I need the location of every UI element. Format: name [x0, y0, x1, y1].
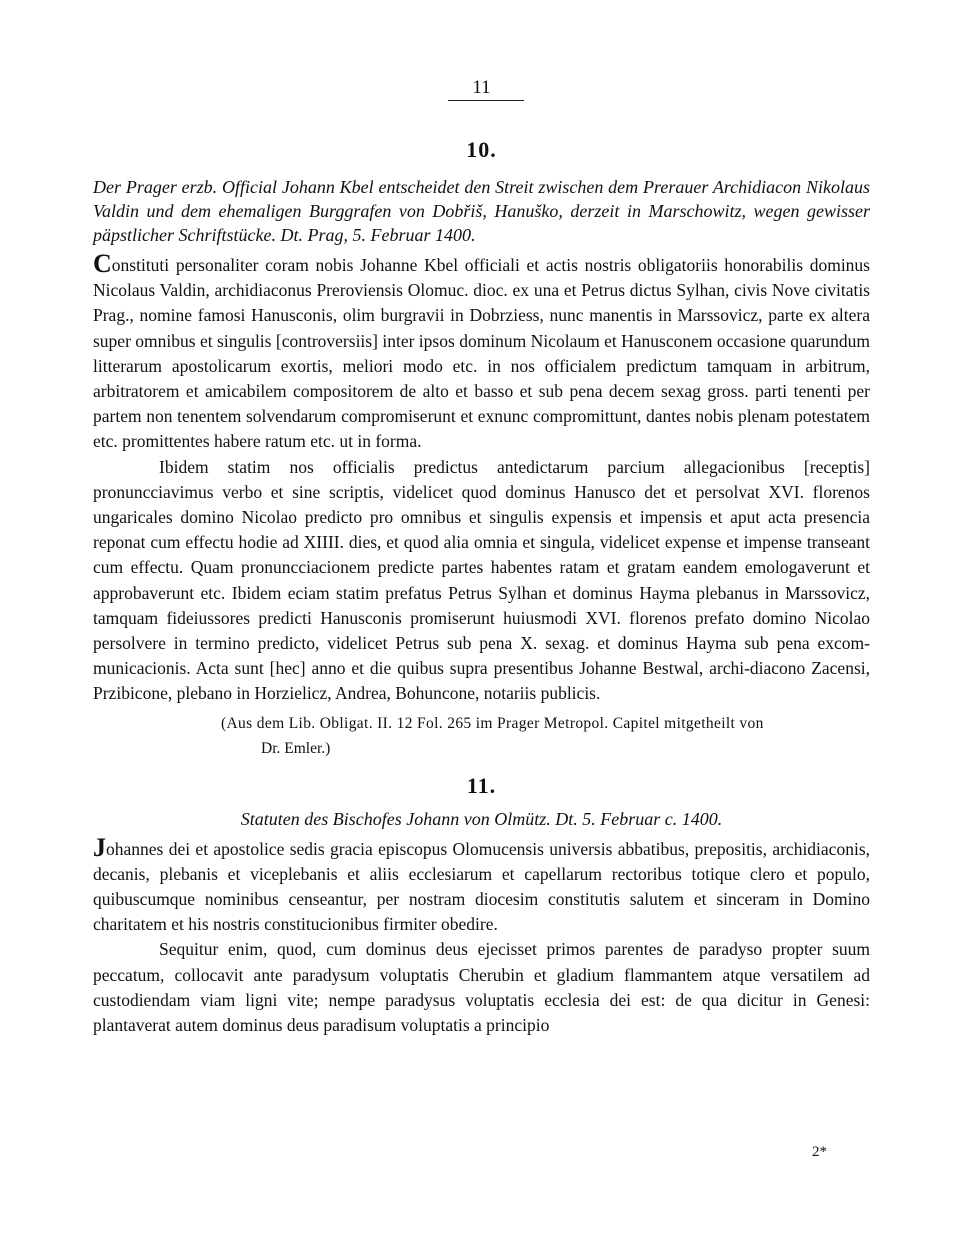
- header-rule: [448, 100, 524, 101]
- signature-mark: 2*: [812, 1144, 827, 1160]
- document-paragraph: Ibidem statim nos officialis predictus antedictarum parcium allegacionibus [receptis] pronuncciavimus verbo et sine scriptis, videlicet quod dominus Hanusco det et persolvat XVI. florenos ungaricales domino Nicolao predicto pro omnibus et singulis expensis et impensis et aput acta presencia reponat cum effectu hodie ad XIIII. dies, et quod alia omnia et singula, videlicet expense et impense transeant cum effectu. Quam pronuncciacionem predicte partes habentes ratam et gratam eandem emologaverunt et approbaverunt etc. Ibidem eciam statim prefatus Petrus Sylhan et dominus Hayma plebanus in Marssovicz, tamquam fideiussores predicti Hanusconis promiserunt huiusmodi XVI. florenos prefato domino Nicolao persolvere in termino predicto, videlicet Petrus sub pena X. sexag. et dominus Hayma sub pena excom-municacionis. Acta sunt [hec] anno et die quibus supra presentibus Johanne Bestwal, archi-diacono Zacensi, Przibicone, plebano in Horzielicz, Andrea, Bohuncone, notariis publicis.: [93, 456, 870, 704]
- document-number: 11.: [466, 772, 497, 798]
- page-body: [93, 76, 870, 1038]
- paragraph-text: onstituti personaliter coram nobis Johanne Kbel officiali et actis nostris obligatoriis honorabilis dominus Nicolaus Valdin, archidiaconus Preroviensis Olomuc. dioc. ex una et Petrus dictus Sylhan, civis Nove civitatis Prag., nomine famosi Hanusconis, olim burgravii in Dobrziess, nunc manentis in Marssovicz, parte ex altera super omnibus et singulis [controversiis] inter ipsos dominum Nicolaum et Hanusconem occasione quarundum litterarum apostolicarum exortis, meliori modo etc. in nos officialem predictum tamquam in arbitrum, arbitratorem et amicabilem compositorem de alto et basso et sub pena decem sexag gross. parti tenenti per partem non tenentem solvendarum compromiserunt et exnunc compromittunt, dantes nobis plenam potestatem etc. promittentes habere ratum etc. ut in forma.: [93, 255, 870, 452]
- document-number: 10.: [466, 137, 497, 162]
- page-number: 11: [472, 77, 491, 98]
- initial-letter: C: [93, 249, 112, 278]
- source-note-line: Dr. Emler.): [261, 739, 331, 757]
- document-paragraph: Sequitur enim, quod, cum dominus deus ejecisset primos parentes de paradyso propter suum peccatum, collocavit ante paradysum voluptatis Cherubin et gladium flammantem atque versatilem ad custodiendam viam ligni vite; nempe paradysus voluptatis ecclesia dei est: de qua dicitur in Genesi: plantaverat autem dominus deus paradisum voluptatis a principio: [93, 939, 870, 1036]
- document-paragraph: [93, 832, 870, 938]
- initial-letter: J: [93, 832, 106, 862]
- source-note-line: (Aus dem Lib. Obligat. II. 12 Fol. 265 im Prager Metropol. Capitel mitgetheilt von: [221, 714, 764, 732]
- document-title: Statuten des Bischofes Johann von Olmütz. Dt. 5. Februar c. 1400.: [240, 808, 723, 829]
- source-note: [93, 711, 870, 761]
- document-paragraph: [93, 249, 870, 455]
- document-title: Der Prager erzb. Official Johann Kbel entscheidet den Streit zwischen dem Prerauer Archidiacon Nikolaus Valdin und dem ehemaligen Burggrafen von Dobřiš, Hanuško, derzeit in Marschowitz, wegen gewisser päpstlicher Schriftstücke. Dt. Prag, 5. Februar 1400.: [93, 177, 870, 245]
- paragraph-text: ohannes dei et apostolice sedis gracia episcopus Olomucensis universis abbatibus, prepositis, archidiaconis, decanis, plebanis et viceplebanis et aliis ecclesiarum et capellarum rectoribus totique clero et populo, quibuscumque nominibus censeantur, per nostram diocesim constitutis salutem et sinceram in Domino charitatem et his nostris constitucionibus firmiter obedire.: [93, 838, 870, 935]
